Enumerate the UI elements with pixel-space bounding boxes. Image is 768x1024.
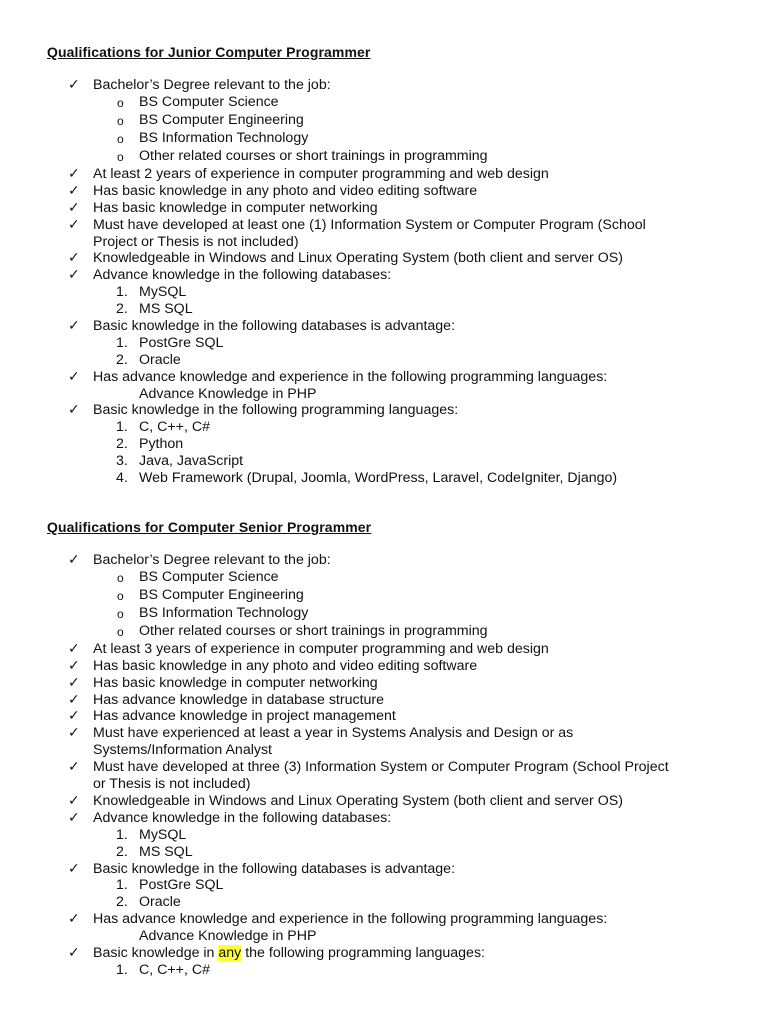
list-item: Knowledgeable in Windows and Linux Operating System (both client and server OS) — [93, 793, 623, 809]
list-item-text: the following programming languages: — [241, 945, 485, 961]
checkmark-icon: ✓ — [68, 725, 80, 741]
numbered-item: Web Framework (Drupal, Joomla, WordPress, Laravel, CodeIgniter, Django) — [139, 470, 618, 486]
bullet-icon: o — [117, 625, 124, 639]
indented-note: Advance Knowledge in PHP — [139, 928, 317, 944]
list-number: 2. — [116, 844, 128, 860]
checkmark-icon: ✓ — [68, 810, 80, 826]
checkmark-icon: ✓ — [68, 250, 80, 266]
checkmark-icon: ✓ — [68, 183, 80, 199]
list-number: 2. — [116, 894, 128, 910]
list-item: Basic knowledge in the following databases is advantage: — [93, 318, 456, 334]
checkmark-icon: ✓ — [68, 402, 80, 418]
list-number: 1. — [116, 962, 128, 978]
list-item: At least 3 years of experience in computer programming and web design — [93, 641, 549, 657]
list-item-continuation: Systems/Information Analyst — [93, 742, 272, 758]
list-number: 2. — [116, 301, 128, 317]
checkmark-icon: ✓ — [68, 267, 80, 283]
list-item: Has basic knowledge in computer networking — [93, 200, 378, 216]
list-number: 4. — [116, 470, 128, 486]
sub-list-item: BS Computer Science — [139, 94, 279, 110]
list-item: At least 2 years of experience in computer programming and web design — [93, 166, 549, 182]
list-number: 2. — [116, 352, 128, 368]
list-number: 1. — [116, 284, 128, 300]
sub-list-item: BS Computer Engineering — [139, 112, 304, 128]
checkmark-icon: ✓ — [68, 708, 80, 724]
list-number: 1. — [116, 877, 128, 893]
checkmark-icon: ✓ — [68, 945, 80, 961]
checkmark-icon: ✓ — [68, 369, 80, 385]
list-number: 2. — [116, 436, 128, 452]
checkmark-icon: ✓ — [68, 77, 80, 93]
bullet-icon: o — [117, 150, 124, 164]
checkmark-icon: ✓ — [68, 318, 80, 334]
list-number: 3. — [116, 453, 128, 469]
numbered-item: Oracle — [139, 894, 181, 910]
sub-list-item: BS Computer Science — [139, 569, 279, 585]
list-item: Basic knowledge in the following programming languages: — [93, 402, 459, 418]
section-heading: Qualifications for Junior Computer Programmer — [47, 44, 371, 60]
checkmark-icon: ✓ — [68, 658, 80, 674]
list-item: Advance knowledge in the following databases: — [93, 267, 392, 283]
bullet-icon: o — [117, 96, 124, 110]
list-item: Advance knowledge in the following databases: — [93, 810, 392, 826]
checkmark-icon: ✓ — [68, 911, 80, 927]
numbered-item: MS SQL — [139, 301, 193, 317]
list-item — [93, 945, 485, 962]
list-item-continuation: Project or Thesis is not included) — [93, 234, 299, 250]
sub-list-item: BS Information Technology — [139, 130, 309, 146]
bullet-icon: o — [117, 589, 124, 603]
numbered-item: Python — [139, 436, 184, 452]
list-item: Has advance knowledge in project management — [93, 708, 396, 724]
bullet-icon: o — [117, 114, 124, 128]
list-number: 1. — [116, 419, 128, 435]
list-item: Basic knowledge in the following databases is advantage: — [93, 861, 456, 877]
list-number: 1. — [116, 335, 128, 351]
checkmark-icon: ✓ — [68, 217, 80, 233]
list-item: Must have developed at three (3) Information System or Computer Program (School Project — [93, 759, 669, 775]
list-item-text: Basic knowledge in — [93, 945, 219, 961]
sub-list-item: Other related courses or short trainings in programming — [139, 623, 488, 639]
list-item: Has advance knowledge in database structure — [93, 692, 385, 708]
list-item: Must have developed at least one (1) Information System or Computer Program (School — [93, 217, 646, 233]
numbered-item: C, C++, C# — [139, 419, 210, 435]
checkmark-icon: ✓ — [68, 861, 80, 877]
checkmark-icon: ✓ — [68, 675, 80, 691]
numbered-item: MySQL — [139, 284, 187, 300]
list-item: Has basic knowledge in computer networking — [93, 675, 378, 691]
checkmark-icon: ✓ — [68, 200, 80, 216]
list-item: Has advance knowledge and experience in the following programming languages: — [93, 911, 608, 927]
numbered-item: MS SQL — [139, 844, 193, 860]
list-item: Bachelor’s Degree relevant to the job: — [93, 77, 331, 93]
numbered-item: Oracle — [139, 352, 181, 368]
checkmark-icon: ✓ — [68, 166, 80, 182]
bullet-icon: o — [117, 607, 124, 621]
sub-list-item: Other related courses or short trainings in programming — [139, 148, 488, 164]
list-item-continuation: or Thesis is not included) — [93, 776, 251, 792]
sub-list-item: BS Computer Engineering — [139, 587, 304, 603]
list-item: Has basic knowledge in any photo and video editing software — [93, 658, 478, 674]
list-item: Knowledgeable in Windows and Linux Operating System (both client and server OS) — [93, 250, 623, 266]
checkmark-icon: ✓ — [68, 641, 80, 657]
numbered-item: Java, JavaScript — [139, 453, 244, 469]
bullet-icon: o — [117, 132, 124, 146]
checkmark-icon: ✓ — [68, 692, 80, 708]
checkmark-icon: ✓ — [68, 759, 80, 775]
numbered-item: PostGre SQL — [139, 877, 224, 893]
bullet-icon: o — [117, 571, 124, 585]
checkmark-icon: ✓ — [68, 793, 80, 809]
numbered-item: MySQL — [139, 827, 187, 843]
checkmark-icon: ✓ — [68, 552, 80, 568]
list-item: Has basic knowledge in any photo and video editing software — [93, 183, 478, 199]
list-item: Has advance knowledge and experience in the following programming languages: — [93, 369, 608, 385]
numbered-item: PostGre SQL — [139, 335, 224, 351]
highlighted-text: any — [218, 945, 242, 961]
list-item: Bachelor’s Degree relevant to the job: — [93, 552, 331, 568]
numbered-item: C, C++, C# — [139, 962, 210, 978]
list-number: 1. — [116, 827, 128, 843]
list-item: Must have experienced at least a year in Systems Analysis and Design or as — [93, 725, 574, 741]
sub-list-item: BS Information Technology — [139, 605, 309, 621]
section-heading: Qualifications for Computer Senior Programmer — [47, 519, 372, 535]
indented-note: Advance Knowledge in PHP — [139, 386, 317, 402]
